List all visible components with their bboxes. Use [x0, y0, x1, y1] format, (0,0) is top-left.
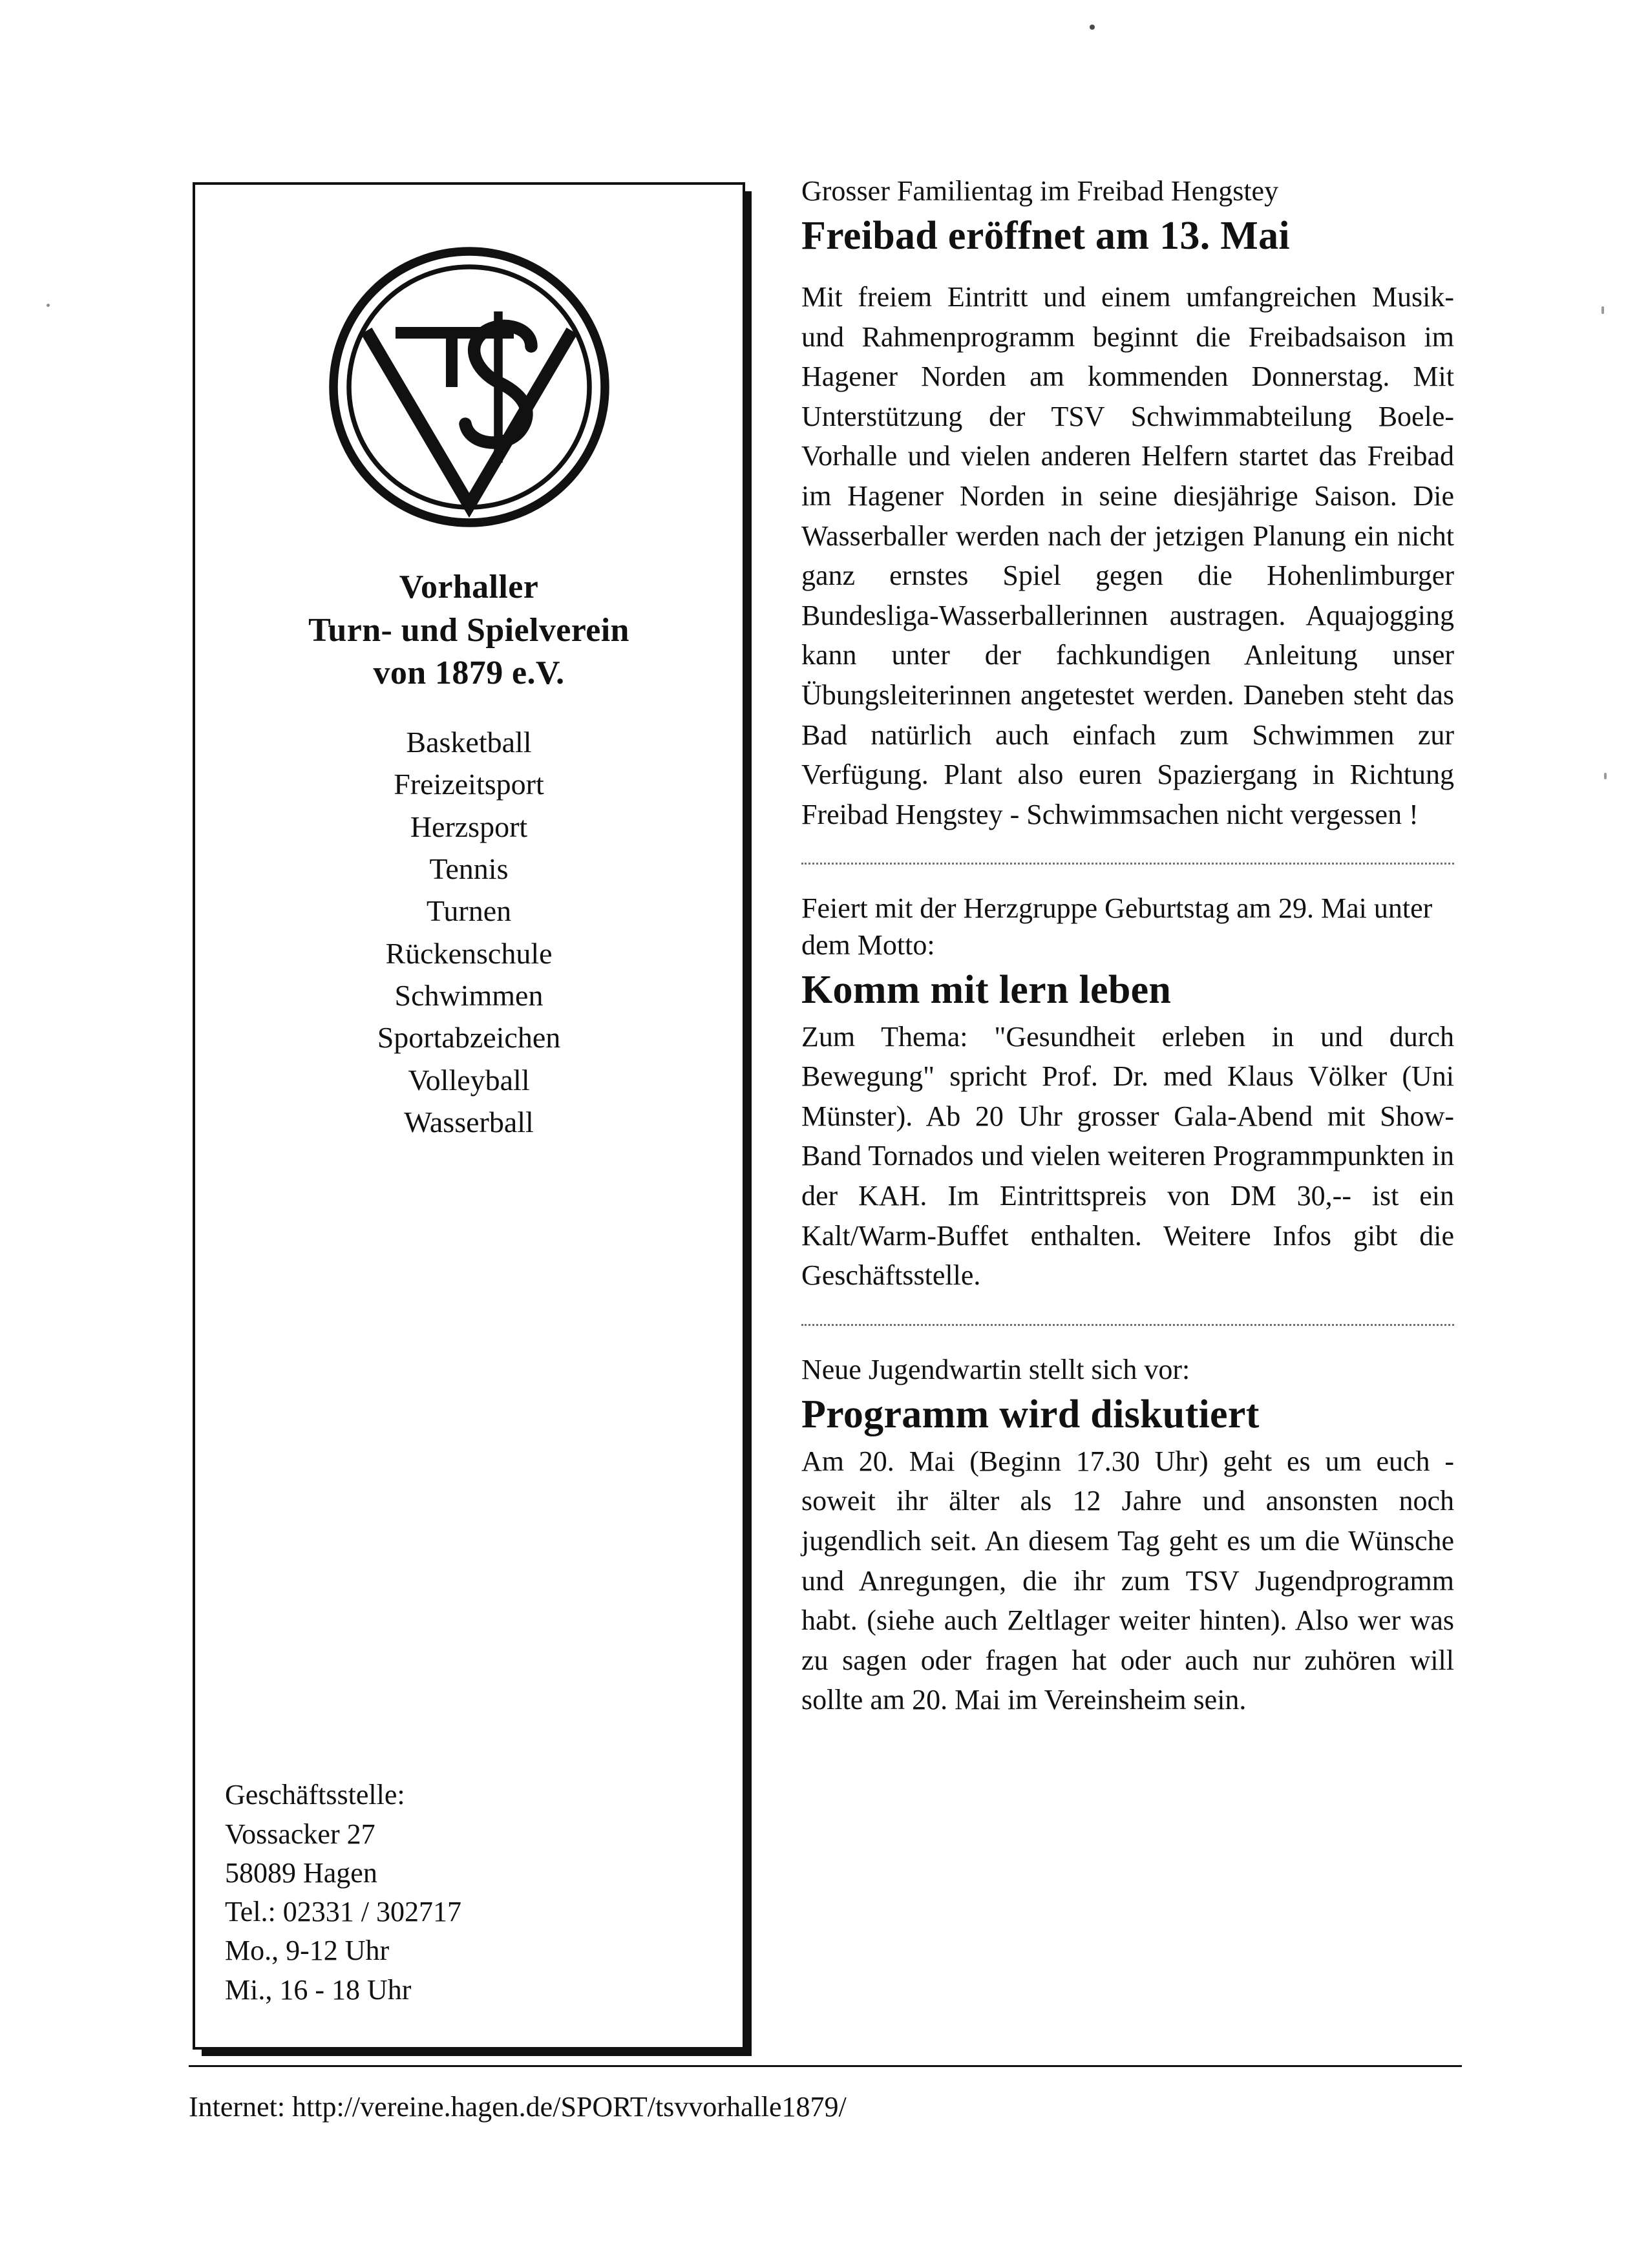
article-herzgruppe [801, 890, 1454, 1295]
sports-list-item: Turnen [426, 894, 512, 928]
article-freibad [801, 173, 1454, 834]
office-line: Geschäftsstelle: [225, 1779, 405, 1811]
scan-speck [47, 304, 50, 307]
scan-speck [1604, 773, 1607, 779]
club-name-line: Vorhaller [399, 569, 539, 605]
article-kicker: Grosser Familientag im Freibad Hengstey [801, 175, 1279, 207]
article-kicker: Neue Jugendwartin stellt sich vor: [801, 1353, 1190, 1385]
footer-divider [189, 2065, 1462, 2067]
office-line: Tel.: 02331 / 302717 [225, 1896, 462, 1928]
office-line: 58089 Hagen [225, 1856, 377, 1889]
scan-speck [1601, 306, 1604, 314]
sports-list-item: Tennis [429, 852, 509, 885]
article-body: Zum Thema: "Gesundheit erleben in und durch Bewegung" spricht Prof. Dr. med Klaus Völker (Uni Münster). Ab 20 Uhr grosser Gala-Abend mit Show-Band Tornados und vielen weiteren Programmpunkten in der KAH. Im Eintrittspreis von DM 30,-- ist ein Kalt/Warm-Buffet enthalten. Weitere Infos gibt die Geschäftsstelle. [801, 1020, 1454, 1292]
article-headline: Programm wird diskutiert [801, 1392, 1260, 1437]
section-divider [801, 1324, 1454, 1326]
articles-column [801, 173, 1454, 1720]
tsv-logo-icon [324, 242, 615, 532]
article-jugendwartin [801, 1352, 1454, 1720]
article-body: Mit freiem Eintritt und einem umfangreichen Musik- und Rahmenprogramm beginnt die Freibadsaison im Hagener Norden am kommenden Donnerstag. Mit Unterstützung der TSV Schwimmabteilung Boele-Vorhalle und vielen anderen Helfern startet das Freibad im Hagener Norden in seine diesjährige Saison. Die Wasserballer werden nach der jetzigen Planung ein nicht ganz ernstes Spiel gegen die Hohenlimburger Bundesliga-Wasserballerinnen austragen. Aquajogging kann unter der fachkundigen Anleitung unser Übungsleiterinnen angetestet werden. Daneben steht das Bad natürlich auch einfach zum Schwimmen zur Verfügung. Plant also euren Spaziergang in Richtung Freibad Hengstey - Schwimmsachen nicht vergessen ! [801, 280, 1454, 830]
logo-container [195, 242, 743, 532]
article-kicker: Feiert mit der Herzgruppe Geburtstag am 29. Mai unter dem Motto: [801, 892, 1433, 961]
footer [189, 2088, 1481, 2125]
article-headline: Komm mit lern leben [801, 967, 1172, 1012]
club-name [195, 566, 743, 695]
sports-list-item: Sportabzeichen [377, 1021, 561, 1055]
club-name-line: Turn- und Spielverein [308, 611, 629, 649]
article-body: Am 20. Mai (Beginn 17.30 Uhr) geht es um euch - soweit ihr älter als 12 Jahre und ansonsten noch jugendlich seit. An diesem Tag geht es um die Wünsche und Anregungen, die ihr zum TSV Jugendprogramm habt. (siehe auch Zeltlager weiter hinten). Also wer was zu sagen oder fragen hat oder auch nur zuhören will sollte am 20. Mai im Vereinsheim sein. [801, 1445, 1454, 1716]
footer-internet-url: Internet: http://vereine.hagen.de/SPORT/tsvvorhalle1879/ [189, 2091, 847, 2123]
sports-list-item: Volleyball [408, 1063, 530, 1097]
sports-list-item: Herzsport [410, 810, 528, 843]
article-headline: Freibad eröffnet am 13. Mai [801, 214, 1290, 258]
club-name-line: von 1879 e.V. [373, 655, 565, 692]
sports-list-item: Freizeitsport [394, 768, 544, 801]
club-info-panel [193, 182, 745, 2050]
office-line: Mo., 9-12 Uhr [225, 1935, 390, 1967]
scan-speck [1090, 25, 1095, 30]
sports-list-item: Basketball [406, 726, 532, 759]
sports-list-item: Rückenschule [385, 936, 553, 970]
sports-list-item: Schwimmen [394, 978, 544, 1012]
section-divider [801, 863, 1454, 865]
office-address-block [225, 1776, 461, 2010]
sports-list [195, 721, 743, 1143]
office-line: Vossacker 27 [225, 1818, 375, 1850]
office-line: Mi., 16 - 18 Uhr [225, 1973, 412, 2006]
sports-list-item: Wasserball [404, 1105, 534, 1139]
